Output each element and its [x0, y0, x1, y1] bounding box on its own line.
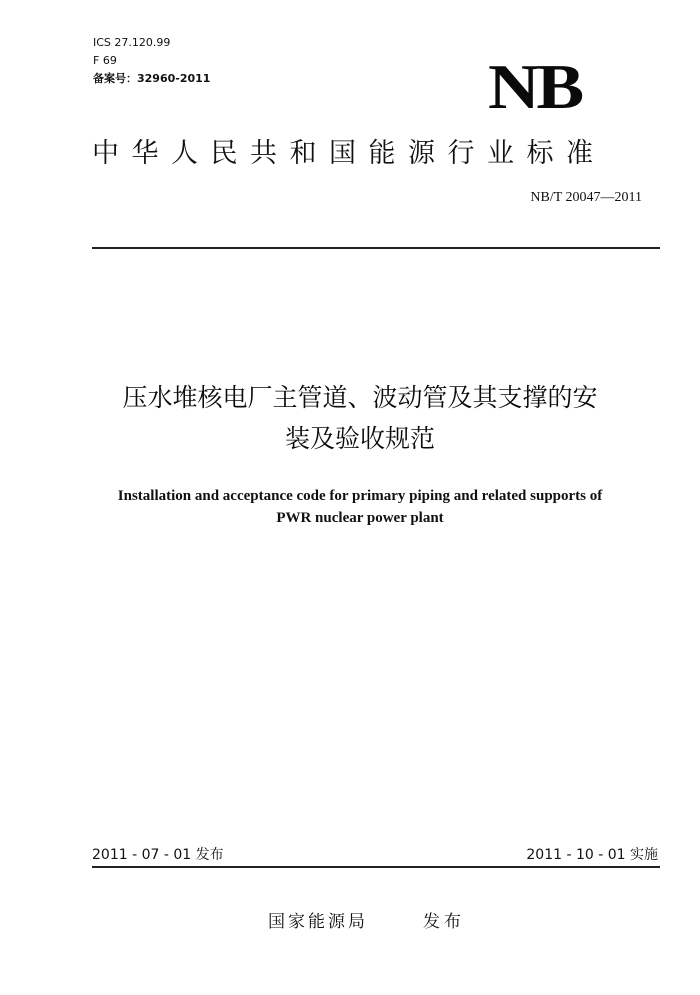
- english-title-line-2: PWR nuclear power plant: [276, 510, 444, 526]
- record-number: 备案号：32960-2011: [93, 72, 211, 85]
- standard-type-heading: 中华人民共和国能源行业标准: [92, 138, 606, 169]
- chinese-title: [60, 377, 660, 459]
- standard-code: NB/T 20047—2011: [530, 190, 642, 205]
- footer-divider: [92, 866, 660, 868]
- publish-date: 2011 - 07 - 01 发布: [92, 847, 224, 863]
- implement-date: 2011 - 10 - 01 实施: [526, 847, 658, 863]
- nb-logo: NB: [488, 51, 581, 122]
- issue-label: 发布: [423, 912, 465, 932]
- english-title: [60, 485, 660, 529]
- chinese-title-line-1: 压水堆核电厂主管道、波动管及其支撑的安: [122, 383, 598, 412]
- chinese-title-line-2: 装及验收规范: [284, 424, 435, 453]
- english-title-line-1: Installation and acceptance code for primary piping and related supports of: [117, 488, 603, 504]
- issuing-authority: 国家能源局: [268, 912, 368, 932]
- classification-block: [93, 34, 210, 88]
- ics-code: ICS 27.120.99: [93, 36, 171, 49]
- ccs-code: F 69: [93, 54, 117, 67]
- header-divider: [92, 247, 660, 249]
